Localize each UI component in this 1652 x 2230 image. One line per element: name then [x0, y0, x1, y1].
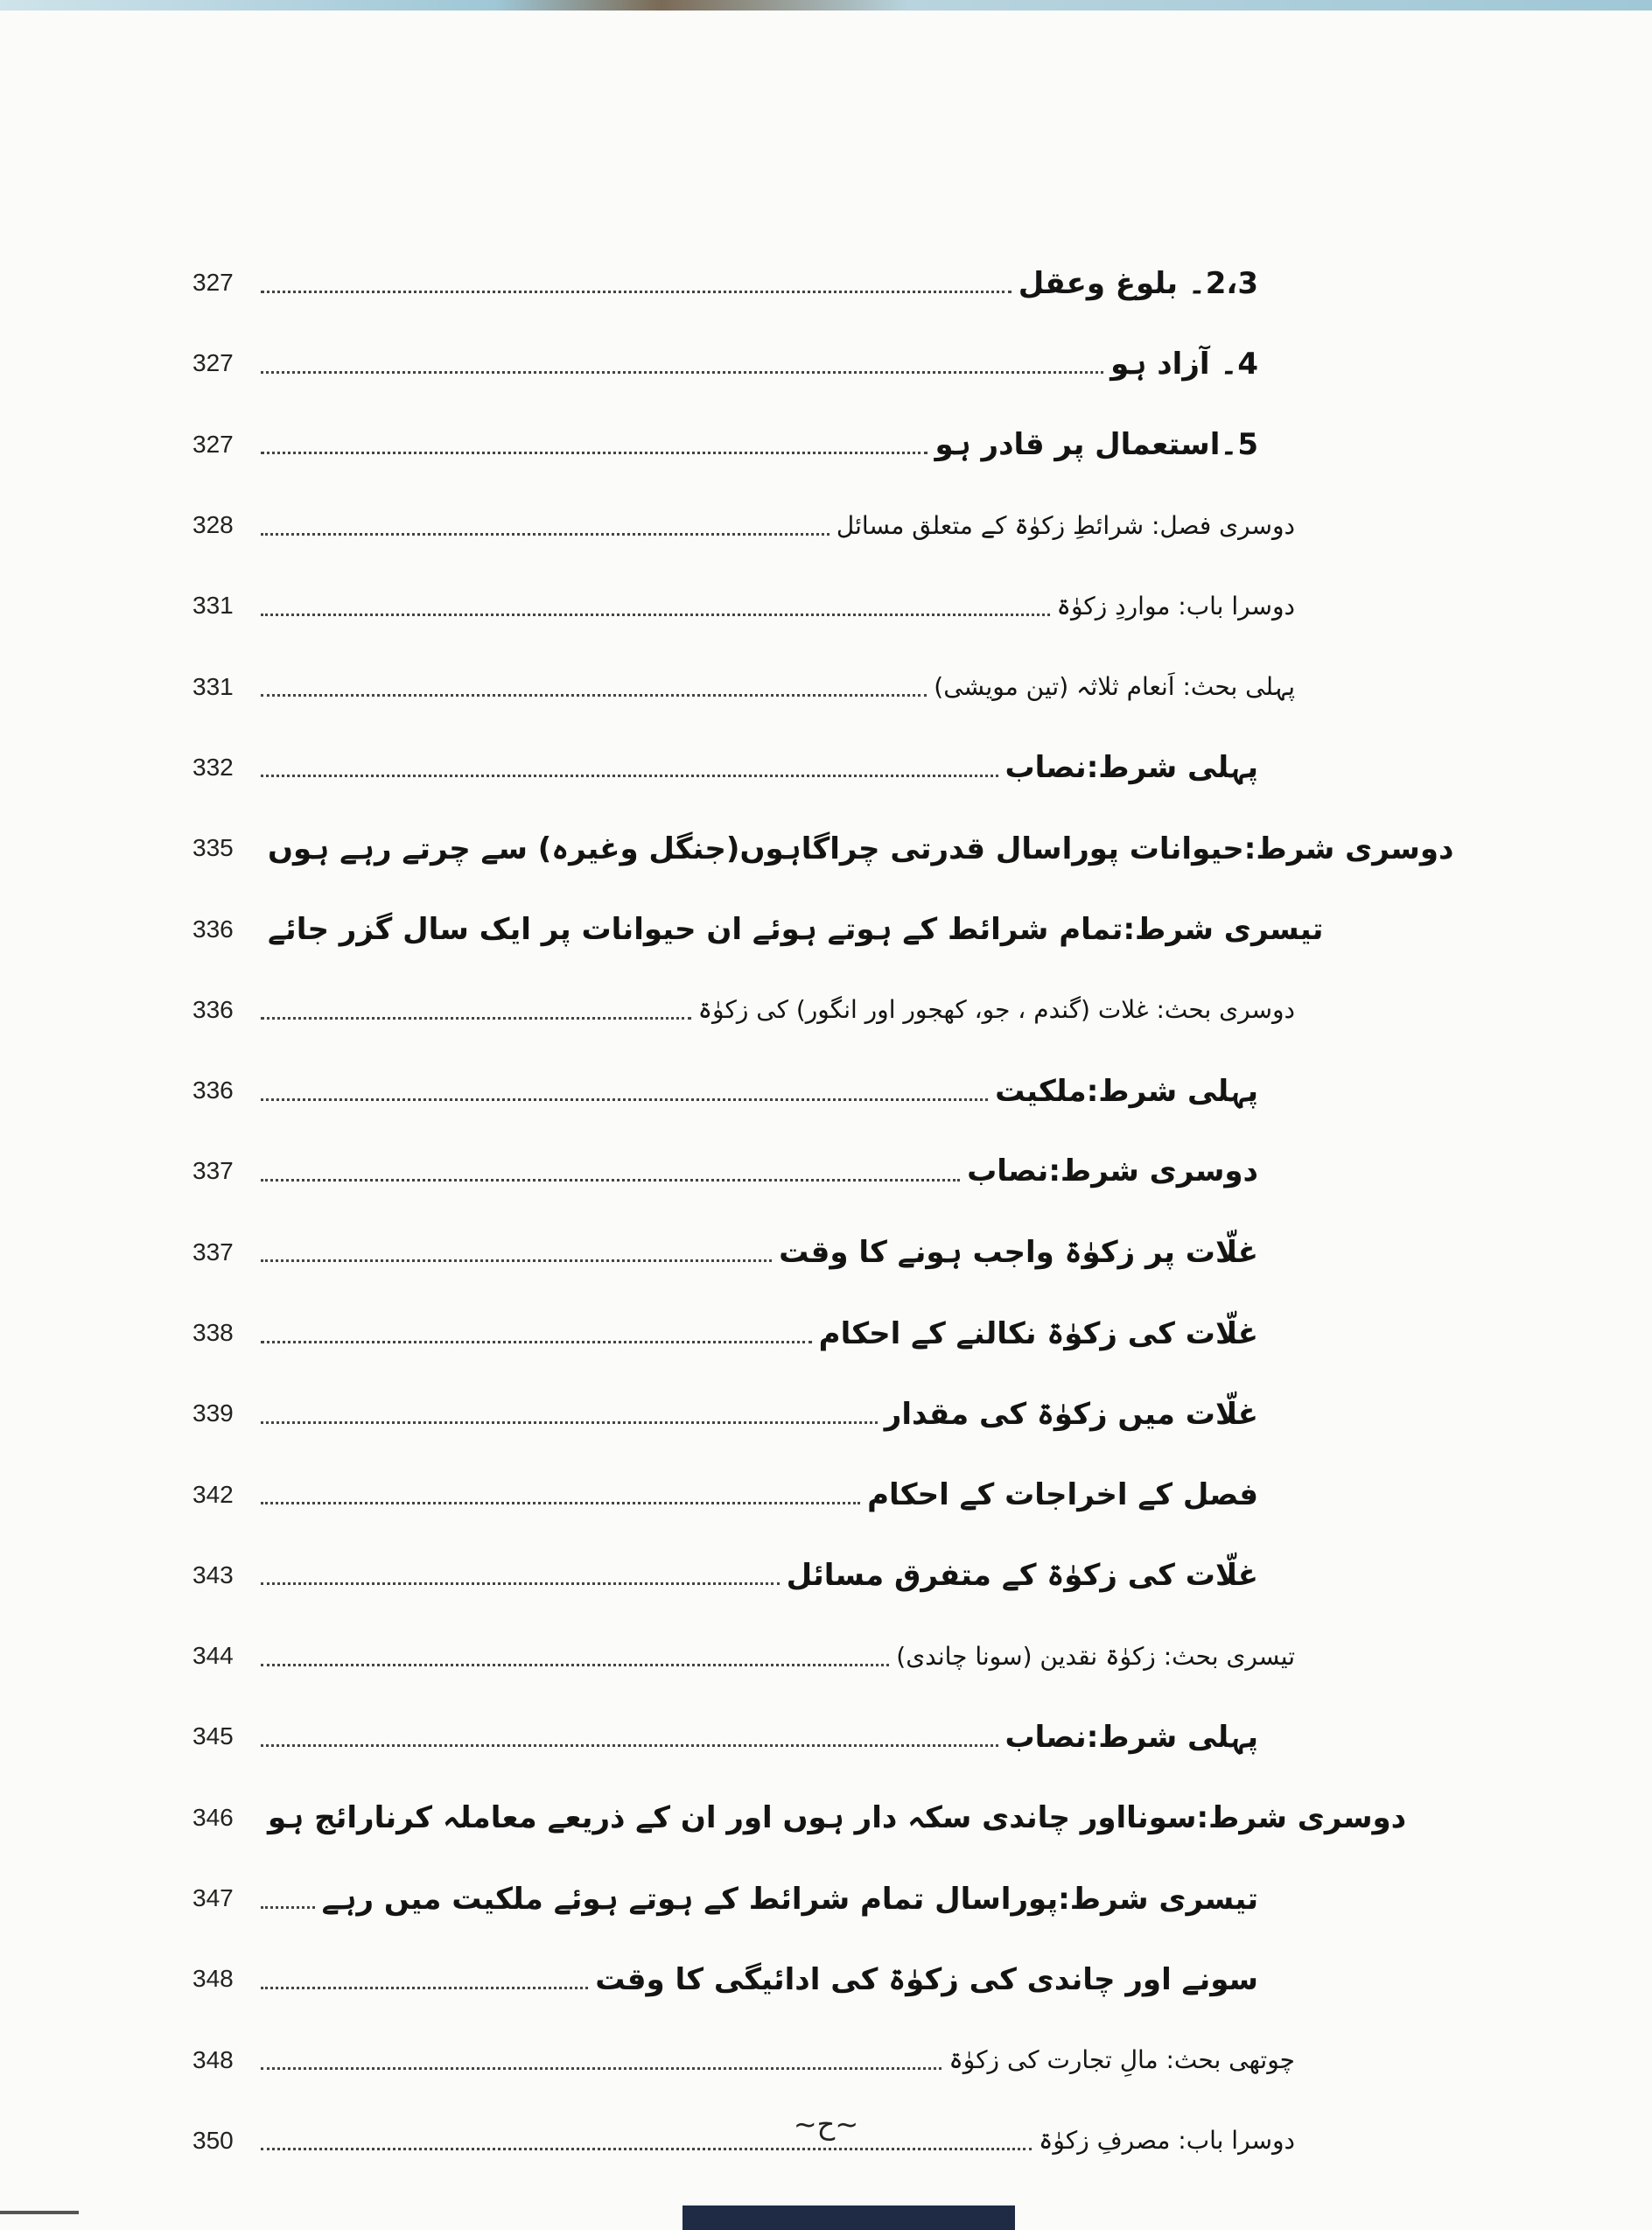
leader-dots — [261, 1017, 691, 1020]
leader-dots — [261, 775, 998, 777]
toc-page-number: 331 — [192, 672, 234, 700]
bottom-edge-strip — [682, 2205, 1015, 2230]
toc-entry-title: پہلی بحث: اَنعام ثلاثہ (تین مویشی) — [934, 672, 1295, 702]
toc-page-number: 336 — [192, 915, 234, 943]
leader-dots — [261, 2148, 1032, 2150]
toc-page-number: 348 — [192, 1965, 234, 1993]
toc-entry — [192, 1616, 1295, 1696]
leader-dots — [261, 371, 1103, 374]
leader-dots — [261, 1098, 988, 1101]
leader-dots — [261, 1179, 960, 1182]
page-number-footer: ~ح~ — [793, 2107, 859, 2141]
toc-entry-title: دوسری شرط:حیوانات پوراسال قدرتی چراگاہوں(جنگل وغیرہ) سے چرتے رہے ہوں — [268, 831, 1454, 866]
toc-entry-title: دوسری فصل: شرائطِ زکوٰۃ کے متعلق مسائل — [836, 510, 1295, 540]
toc-entry-title: 2،3۔ بلوغ وعقل — [1018, 265, 1258, 301]
toc-entry — [192, 1131, 1295, 1211]
toc-page-number: 337 — [192, 1157, 234, 1185]
toc-entry-title: غلّات کی زکوٰۃ کے متفرق مسائل — [786, 1558, 1258, 1594]
toc-entry — [192, 1293, 1295, 1373]
top-edge-strip — [0, 0, 1652, 11]
toc-page-number: 343 — [192, 1560, 234, 1588]
toc-entry — [192, 1939, 1295, 2019]
toc-entry — [192, 323, 1295, 403]
toc-entry — [192, 1454, 1295, 1534]
leader-dots — [261, 533, 830, 536]
toc-entry — [192, 1050, 1295, 1131]
toc-page-number: 350 — [192, 2126, 234, 2154]
leader-dots — [261, 452, 928, 454]
toc-entry-title: غلّات پر زکوٰۃ واجب ہونے کا وقت — [779, 1235, 1258, 1271]
toc-entry-title: دوسرا باب: مصرفِ زکوٰۃ — [1039, 2126, 1295, 2156]
leader-dots — [261, 1906, 315, 1909]
toc-page-number: 337 — [192, 1238, 234, 1266]
toc-entry — [192, 1212, 1295, 1293]
toc-entry-title: دوسری شرط:نصاب — [967, 1154, 1258, 1189]
toc-page-number: 338 — [192, 1319, 234, 1346]
toc-entry — [192, 970, 1295, 1050]
toc-entry — [192, 888, 1324, 969]
toc-entry — [192, 1696, 1295, 1777]
toc-page-number: 336 — [192, 995, 234, 1023]
book-page — [0, 11, 1652, 2230]
leader-dots — [261, 1341, 812, 1343]
toc-entry-title: پہلی شرط:نصاب — [1004, 750, 1258, 786]
toc-entry-title: تیسری شرط:تمام شرائط کے ہوتے ہوئے ان حیوانات پر ایک سال گزر جائے — [268, 912, 1324, 948]
toc-entry-title: سونے اور چاندی کی زکوٰۃ کی ادائیگی کا وقت — [595, 1961, 1258, 1997]
toc-entry — [192, 727, 1295, 808]
toc-entry-title: دوسرا باب: مواردِ زکوٰۃ — [1056, 591, 1295, 621]
toc-entry-title: تیسری شرط:پوراسال تمام شرائط کے ہوتے ہوئے ملکیت میں رہے — [321, 1881, 1258, 1917]
toc-page-number: 332 — [192, 753, 234, 781]
leader-dots — [261, 1987, 588, 1989]
toc-page-number: 344 — [192, 1642, 234, 1670]
toc-entry-title: غلّات میں زکوٰۃ کی مقدار — [884, 1396, 1258, 1432]
leader-dots — [261, 291, 1012, 293]
toc-entry-title: فصل کے اخراجات کے احکام — [867, 1477, 1258, 1513]
toc-page-number: 327 — [192, 349, 234, 377]
toc-entry — [192, 565, 1295, 646]
toc-page-number: 327 — [192, 430, 234, 458]
toc-entry — [192, 1858, 1295, 1939]
bottom-left-edge-mark — [0, 2211, 79, 2214]
toc-entry — [192, 242, 1295, 323]
toc-entry — [192, 404, 1295, 485]
toc-page-number: 331 — [192, 592, 234, 620]
leader-dots — [261, 1421, 878, 1424]
leader-dots — [261, 1664, 889, 1666]
table-of-contents — [192, 242, 1454, 2181]
toc-entry-title: دوسری شرط:سونااور چاندی سکہ دار ہوں اور ان کے ذریعے معاملہ کرنارائج ہو — [268, 1800, 1407, 1836]
leader-dots — [261, 1259, 772, 1262]
toc-page-number: 345 — [192, 1722, 234, 1750]
toc-entry — [192, 646, 1295, 726]
toc-entry-title: 4۔ آزاد ہو — [1110, 346, 1258, 382]
toc-entry — [192, 1778, 1407, 1858]
toc-entry — [192, 2020, 1295, 2100]
toc-entry-title: چوتھی بحث: مالِ تجارت کی زکوٰۃ — [948, 2045, 1295, 2075]
toc-page-number: 336 — [192, 1076, 234, 1104]
toc-page-number: 346 — [192, 1803, 234, 1831]
leader-dots — [261, 694, 927, 697]
toc-entry — [192, 485, 1295, 565]
toc-page-number: 327 — [192, 269, 234, 297]
toc-entry — [192, 1535, 1295, 1616]
leader-dots — [261, 1502, 860, 1504]
toc-entry-title: تیسری بحث: زکوٰۃ نقدین (سونا چاندی) — [896, 1641, 1295, 1671]
toc-entry — [192, 808, 1454, 888]
toc-entry-title: غلّات کی زکوٰۃ نکالنے کے احکام — [818, 1315, 1258, 1351]
leader-dots — [261, 1582, 780, 1585]
toc-entry-title: پہلی شرط:نصاب — [1004, 1719, 1258, 1755]
toc-page-number: 335 — [192, 834, 234, 862]
toc-entry-title: 5۔استعمال پر قادر ہو — [934, 427, 1258, 463]
toc-page-number: 348 — [192, 2045, 234, 2073]
toc-entry — [192, 1373, 1295, 1454]
toc-entry-title: پہلی شرط:ملکیت — [995, 1073, 1258, 1109]
toc-page-number: 342 — [192, 1480, 234, 1508]
toc-entry-title: دوسری بحث: غلات (گندم ، جو، کھجور اور انگور) کی زکوٰۃ — [697, 995, 1295, 1025]
toc-page-number: 328 — [192, 511, 234, 539]
toc-page-number: 339 — [192, 1399, 234, 1427]
toc-page-number: 347 — [192, 1884, 234, 1912]
leader-dots — [261, 614, 1050, 616]
leader-dots — [261, 1744, 998, 1747]
leader-dots — [261, 2067, 942, 2070]
